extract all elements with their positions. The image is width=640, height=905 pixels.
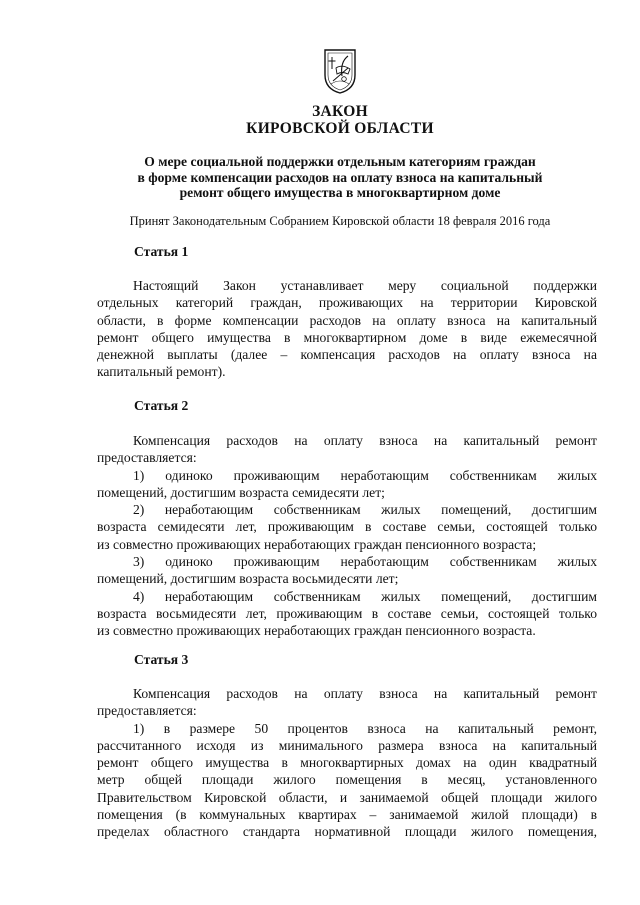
text-line: метр общей площади жилого помещения в месяц, установленного — [97, 772, 597, 788]
text-line: помещения (в коммунальных квартирах – занимаемой жилой площади) в — [97, 807, 597, 823]
text-line: Компенсация расходов на оплату взноса на капитальный ремонт — [133, 433, 597, 448]
text-line: Настоящий Закон устанавливает меру социальной поддержки — [133, 278, 597, 293]
subject-line: в форме компенсации расходов на оплату взноса на капитальный — [137, 169, 543, 185]
law-region-title: КИРОВСКОЙ ОБЛАСТИ — [246, 120, 434, 137]
text-line: ремонт общего имущества в многоквартирных домах на один квадратный — [97, 755, 597, 771]
text-line: ремонт общего имущества в многоквартирном доме в виде ежемесячной — [97, 329, 597, 345]
text-line: из совместно проживающих неработающих граждан пенсионного возраста; — [97, 536, 537, 552]
article-3-body — [97, 685, 597, 841]
text-line: 3) одиноко проживающим неработающим собственникам жилых — [133, 554, 597, 570]
article-3-heading: Статья 3 — [134, 652, 189, 667]
law-subject — [100, 154, 580, 201]
article-2-heading: Статья 2 — [134, 398, 189, 413]
law-title: ЗАКОН — [312, 103, 368, 120]
text-line: 1) в размере 50 процентов взноса на капитальный ремонт, — [133, 720, 597, 736]
text-line: 2) неработающим собственникам жилых помещений, достигшим — [133, 502, 597, 518]
article-1-heading: Статья 1 — [134, 244, 189, 259]
text-line: денежной выплаты (далее – компенсация расходов на оплату взноса на — [97, 347, 597, 363]
text-line: области, в форме компенсации расходов на оплату взноса на капитальный — [97, 312, 597, 328]
adoption-note: Принят Законодательным Собранием Кировской области 18 февраля 2016 года — [129, 214, 551, 228]
kirov-coat-of-arms-icon — [322, 48, 358, 94]
text-line: из совместно проживающих неработающих граждан пенсионного возраста. — [97, 623, 536, 639]
text-line: Компенсация расходов на оплату взноса на капитальный ремонт — [133, 686, 597, 701]
text-line: возраста семидесяти лет, проживающим в составе семьи, состоящей только — [97, 519, 597, 535]
text-line: пределах областного стандарта нормативной площади жилого помещения, — [97, 824, 597, 840]
text-line: предоставляется: — [97, 450, 197, 466]
subject-line: О мере социальной поддержки отдельным категориям граждан — [144, 154, 536, 169]
text-line: отдельных категорий граждан, проживающих на территории Кировской — [97, 295, 597, 311]
text-line: предоставляется: — [97, 703, 197, 719]
text-line: возраста восьмидесяти лет, проживающим в составе семьи, состоящей только — [97, 605, 597, 621]
text-line: капитальный ремонт). — [97, 364, 226, 380]
subject-line: ремонт общего имущества в многоквартирном доме — [179, 185, 501, 200]
text-line: рассчитанного исходя из минимального размера взноса на капитальный — [97, 737, 597, 753]
text-line: Правительством Кировской области, и занимаемой общей площади жилого — [97, 789, 597, 805]
text-line: 4) неработающим собственникам жилых помещений, достигшим — [133, 588, 597, 604]
article-1-body — [97, 277, 597, 381]
article-2-body — [97, 432, 597, 640]
text-line: помещений, достигшим возраста семидесяти лет; — [97, 484, 385, 500]
text-line: помещений, достигшим возраста восьмидесяти лет; — [97, 571, 399, 587]
text-line: 1) одиноко проживающим неработающим собственникам жилых — [133, 467, 597, 483]
